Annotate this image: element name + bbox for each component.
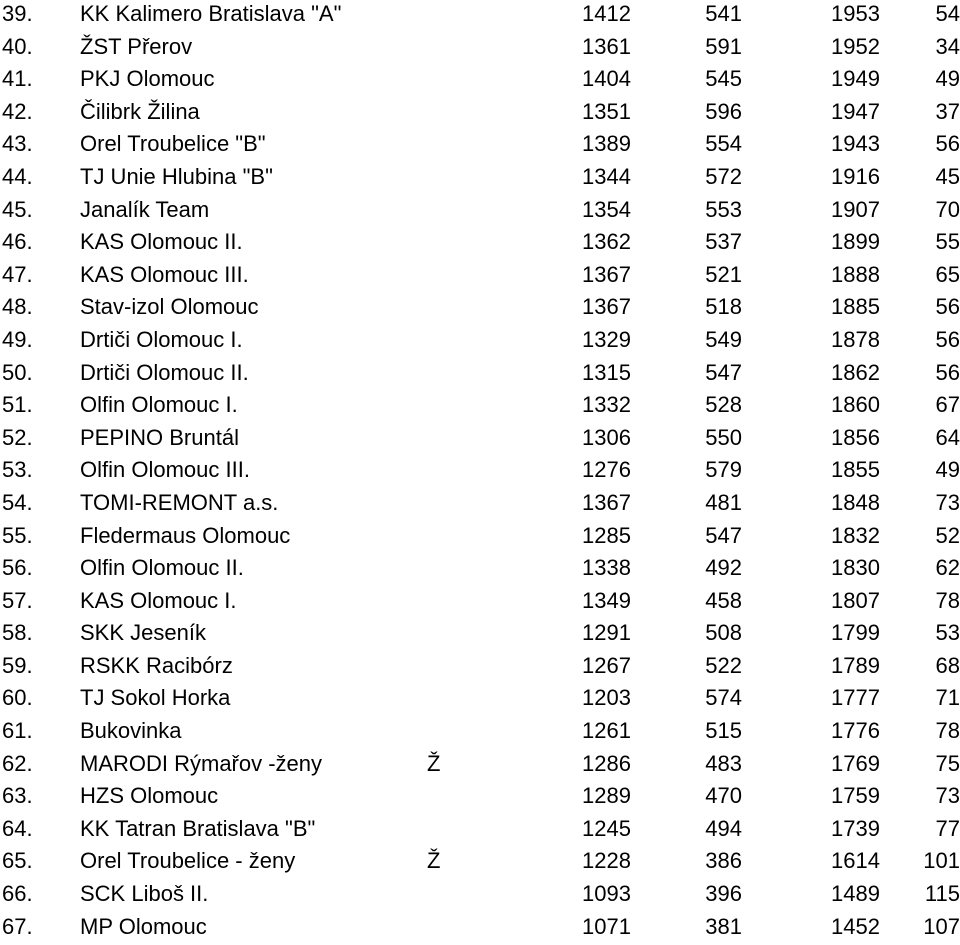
rank-cell: 46. xyxy=(2,229,33,255)
team-name-cell: Janalík Team xyxy=(80,196,210,222)
score-clear-cell: 508 xyxy=(705,620,742,646)
misses-cell: 65 xyxy=(935,261,960,287)
table-row xyxy=(0,98,960,131)
team-name-cell: PKJ Olomouc xyxy=(80,66,215,92)
total-score-cell: 1769 xyxy=(831,750,880,776)
misses-cell: 56 xyxy=(935,294,960,320)
team-name-cell: KAS Olomouc II. xyxy=(80,229,243,255)
score-clear-cell: 591 xyxy=(705,33,742,59)
total-score-cell: 1776 xyxy=(831,718,880,744)
total-score-cell: 1855 xyxy=(831,457,880,483)
team-name-cell: MP Olomouc xyxy=(80,913,207,939)
rank-cell: 54. xyxy=(2,489,33,515)
team-name-cell: KAS Olomouc I. xyxy=(80,587,237,613)
score-clear-cell: 549 xyxy=(705,326,742,352)
score-full-cell: 1367 xyxy=(582,294,631,320)
team-name-cell: Olfin Olomouc III. xyxy=(80,457,250,483)
table-row xyxy=(0,359,960,392)
table-row xyxy=(0,652,960,685)
team-name-cell: TJ Sokol Horka xyxy=(80,685,231,711)
table-row xyxy=(0,0,960,33)
rank-cell: 52. xyxy=(2,424,33,450)
score-clear-cell: 481 xyxy=(705,489,742,515)
team-name-cell: Olfin Olomouc I. xyxy=(80,392,238,418)
score-full-cell: 1093 xyxy=(582,881,631,907)
table-row xyxy=(0,522,960,555)
table-row xyxy=(0,163,960,196)
score-clear-cell: 483 xyxy=(705,750,742,776)
misses-cell: 67 xyxy=(935,392,960,418)
total-score-cell: 1899 xyxy=(831,229,880,255)
table-row xyxy=(0,489,960,522)
total-score-cell: 1452 xyxy=(831,913,880,939)
misses-cell: 52 xyxy=(935,522,960,548)
total-score-cell: 1860 xyxy=(831,392,880,418)
score-clear-cell: 494 xyxy=(705,815,742,841)
score-full-cell: 1289 xyxy=(582,783,631,809)
team-name-cell: Bukovinka xyxy=(80,718,182,744)
misses-cell: 62 xyxy=(935,555,960,581)
team-name-cell: Drtiči Olomouc I. xyxy=(80,326,243,352)
rank-cell: 53. xyxy=(2,457,33,483)
misses-cell: 73 xyxy=(935,489,960,515)
total-score-cell: 1862 xyxy=(831,359,880,385)
score-clear-cell: 579 xyxy=(705,457,742,483)
score-full-cell: 1261 xyxy=(582,718,631,744)
score-clear-cell: 381 xyxy=(705,913,742,939)
total-score-cell: 1856 xyxy=(831,424,880,450)
rank-cell: 42. xyxy=(2,98,33,124)
score-clear-cell: 537 xyxy=(705,229,742,255)
score-clear-cell: 515 xyxy=(705,718,742,744)
score-full-cell: 1351 xyxy=(582,98,631,124)
misses-cell: 73 xyxy=(935,783,960,809)
team-name-cell: KAS Olomouc III. xyxy=(80,261,249,287)
table-row xyxy=(0,65,960,98)
team-name-cell: MARODI Rýmařov -ženy xyxy=(80,750,323,776)
category-cell: Ž xyxy=(427,750,441,776)
total-score-cell: 1759 xyxy=(831,783,880,809)
table-row xyxy=(0,130,960,163)
score-clear-cell: 553 xyxy=(705,196,742,222)
team-name-cell: Orel Troubelice "B" xyxy=(80,131,266,157)
misses-cell: 45 xyxy=(935,163,960,189)
score-full-cell: 1286 xyxy=(582,750,631,776)
total-score-cell: 1830 xyxy=(831,555,880,581)
total-score-cell: 1807 xyxy=(831,587,880,613)
score-full-cell: 1354 xyxy=(582,196,631,222)
rank-cell: 49. xyxy=(2,326,33,352)
table-row xyxy=(0,847,960,880)
table-row xyxy=(0,684,960,717)
score-full-cell: 1306 xyxy=(582,424,631,450)
misses-cell: 49 xyxy=(935,457,960,483)
score-clear-cell: 574 xyxy=(705,685,742,711)
rank-cell: 48. xyxy=(2,294,33,320)
total-score-cell: 1848 xyxy=(831,489,880,515)
misses-cell: 77 xyxy=(935,815,960,841)
team-name-cell: Olfin Olomouc II. xyxy=(80,555,244,581)
misses-cell: 75 xyxy=(935,750,960,776)
score-full-cell: 1361 xyxy=(582,33,631,59)
total-score-cell: 1888 xyxy=(831,261,880,287)
score-full-cell: 1412 xyxy=(582,1,631,26)
rank-cell: 62. xyxy=(2,750,33,776)
score-full-cell: 1349 xyxy=(582,587,631,613)
total-score-cell: 1947 xyxy=(831,98,880,124)
rank-cell: 43. xyxy=(2,131,33,157)
team-name-cell: Čilibrk Žilina xyxy=(80,98,200,124)
total-score-cell: 1832 xyxy=(831,522,880,548)
score-full-cell: 1315 xyxy=(582,359,631,385)
score-full-cell: 1367 xyxy=(582,261,631,287)
total-score-cell: 1885 xyxy=(831,294,880,320)
total-score-cell: 1952 xyxy=(831,33,880,59)
total-score-cell: 1789 xyxy=(831,652,880,678)
team-name-cell: KK Tatran Bratislava "B" xyxy=(80,815,316,841)
total-score-cell: 1614 xyxy=(831,848,880,874)
table-row xyxy=(0,815,960,848)
score-full-cell: 1203 xyxy=(582,685,631,711)
rank-cell: 63. xyxy=(2,783,33,809)
total-score-cell: 1943 xyxy=(831,131,880,157)
score-full-cell: 1071 xyxy=(582,913,631,939)
misses-cell: 101 xyxy=(923,848,960,874)
table-row xyxy=(0,293,960,326)
table-row xyxy=(0,196,960,229)
table-row xyxy=(0,33,960,66)
table-row xyxy=(0,326,960,359)
team-name-cell: TOMI-REMONT a.s. xyxy=(80,489,279,515)
score-clear-cell: 547 xyxy=(705,359,742,385)
total-score-cell: 1953 xyxy=(831,1,880,26)
rank-cell: 65. xyxy=(2,848,33,874)
rank-cell: 66. xyxy=(2,881,33,907)
table-row xyxy=(0,913,960,945)
rank-cell: 39. xyxy=(2,1,33,26)
total-score-cell: 1739 xyxy=(831,815,880,841)
rank-cell: 59. xyxy=(2,652,33,678)
rank-cell: 51. xyxy=(2,392,33,418)
table-row xyxy=(0,587,960,620)
table-row xyxy=(0,782,960,815)
score-clear-cell: 554 xyxy=(705,131,742,157)
rank-cell: 64. xyxy=(2,815,33,841)
rank-cell: 55. xyxy=(2,522,33,548)
misses-cell: 70 xyxy=(935,196,960,222)
score-clear-cell: 396 xyxy=(705,881,742,907)
score-clear-cell: 521 xyxy=(705,261,742,287)
score-full-cell: 1267 xyxy=(582,652,631,678)
score-clear-cell: 550 xyxy=(705,424,742,450)
team-name-cell: SCK Liboš II. xyxy=(80,881,209,907)
team-name-cell: Stav-izol Olomouc xyxy=(80,294,259,320)
score-full-cell: 1329 xyxy=(582,326,631,352)
rank-cell: 50. xyxy=(2,359,33,385)
total-score-cell: 1799 xyxy=(831,620,880,646)
rank-cell: 56. xyxy=(2,555,33,581)
misses-cell: 56 xyxy=(935,326,960,352)
rank-cell: 58. xyxy=(2,620,33,646)
score-clear-cell: 596 xyxy=(705,98,742,124)
score-full-cell: 1245 xyxy=(582,815,631,841)
total-score-cell: 1916 xyxy=(831,163,880,189)
misses-cell: 115 xyxy=(924,881,960,907)
rank-cell: 41. xyxy=(2,66,33,92)
misses-cell: 56 xyxy=(935,131,960,157)
score-full-cell: 1344 xyxy=(582,163,631,189)
score-clear-cell: 386 xyxy=(705,848,742,874)
total-score-cell: 1777 xyxy=(831,685,880,711)
team-name-cell: PEPINO Bruntál xyxy=(80,424,239,450)
misses-cell: 107 xyxy=(923,913,960,939)
team-name-cell: Fledermaus Olomouc xyxy=(80,522,291,548)
table-row xyxy=(0,717,960,750)
score-full-cell: 1332 xyxy=(582,392,631,418)
score-clear-cell: 518 xyxy=(705,294,742,320)
score-full-cell: 1228 xyxy=(582,848,631,874)
total-score-cell: 1878 xyxy=(831,326,880,352)
score-clear-cell: 528 xyxy=(705,392,742,418)
score-full-cell: 1276 xyxy=(582,457,631,483)
table-row xyxy=(0,554,960,587)
rank-cell: 45. xyxy=(2,196,33,222)
score-full-cell: 1404 xyxy=(582,66,631,92)
misses-cell: 53 xyxy=(935,620,960,646)
team-name-cell: TJ Unie Hlubina "B" xyxy=(80,163,273,189)
team-name-cell: HZS Olomouc xyxy=(80,783,219,809)
category-cell: Ž xyxy=(427,848,441,874)
table-row xyxy=(0,456,960,489)
rank-cell: 44. xyxy=(2,163,33,189)
score-clear-cell: 541 xyxy=(705,1,742,26)
score-full-cell: 1389 xyxy=(582,131,631,157)
misses-cell: 37 xyxy=(935,98,960,124)
score-full-cell: 1338 xyxy=(582,555,631,581)
score-clear-cell: 458 xyxy=(705,587,742,613)
rank-cell: 60. xyxy=(2,685,33,711)
total-score-cell: 1489 xyxy=(831,881,880,907)
misses-cell: 68 xyxy=(935,652,960,678)
rank-cell: 57. xyxy=(2,587,33,613)
total-score-cell: 1907 xyxy=(831,196,880,222)
team-name-cell: KK Kalimero Bratislava "A" xyxy=(80,1,342,26)
table-row xyxy=(0,750,960,783)
total-score-cell: 1949 xyxy=(831,66,880,92)
team-name-cell: SKK Jeseník xyxy=(80,620,206,646)
misses-cell: 56 xyxy=(935,359,960,385)
score-clear-cell: 470 xyxy=(705,783,742,809)
misses-cell: 78 xyxy=(935,587,960,613)
rank-cell: 67. xyxy=(2,913,33,939)
table-row xyxy=(0,391,960,424)
score-clear-cell: 492 xyxy=(705,555,742,581)
misses-cell: 64 xyxy=(935,424,960,450)
misses-cell: 54 xyxy=(935,1,960,26)
team-name-cell: Drtiči Olomouc II. xyxy=(80,359,249,385)
rank-cell: 40. xyxy=(2,33,33,59)
misses-cell: 55 xyxy=(935,229,960,255)
table-row xyxy=(0,261,960,294)
score-clear-cell: 547 xyxy=(705,522,742,548)
misses-cell: 71 xyxy=(935,685,960,711)
score-clear-cell: 572 xyxy=(705,163,742,189)
team-name-cell: Orel Troubelice - ženy xyxy=(80,848,296,874)
misses-cell: 78 xyxy=(935,718,960,744)
table-row xyxy=(0,619,960,652)
rank-cell: 61. xyxy=(2,718,33,744)
score-full-cell: 1285 xyxy=(582,522,631,548)
table-row xyxy=(0,424,960,457)
misses-cell: 34 xyxy=(935,33,960,59)
score-full-cell: 1362 xyxy=(582,229,631,255)
rank-cell: 47. xyxy=(2,261,33,287)
score-clear-cell: 522 xyxy=(705,652,742,678)
team-name-cell: RSKK Racibórz xyxy=(80,652,233,678)
table-row xyxy=(0,228,960,261)
score-full-cell: 1367 xyxy=(582,489,631,515)
table-row xyxy=(0,880,960,913)
score-clear-cell: 545 xyxy=(705,66,742,92)
score-full-cell: 1291 xyxy=(582,620,631,646)
team-name-cell: ŽST Přerov xyxy=(80,33,193,59)
misses-cell: 49 xyxy=(935,66,960,92)
